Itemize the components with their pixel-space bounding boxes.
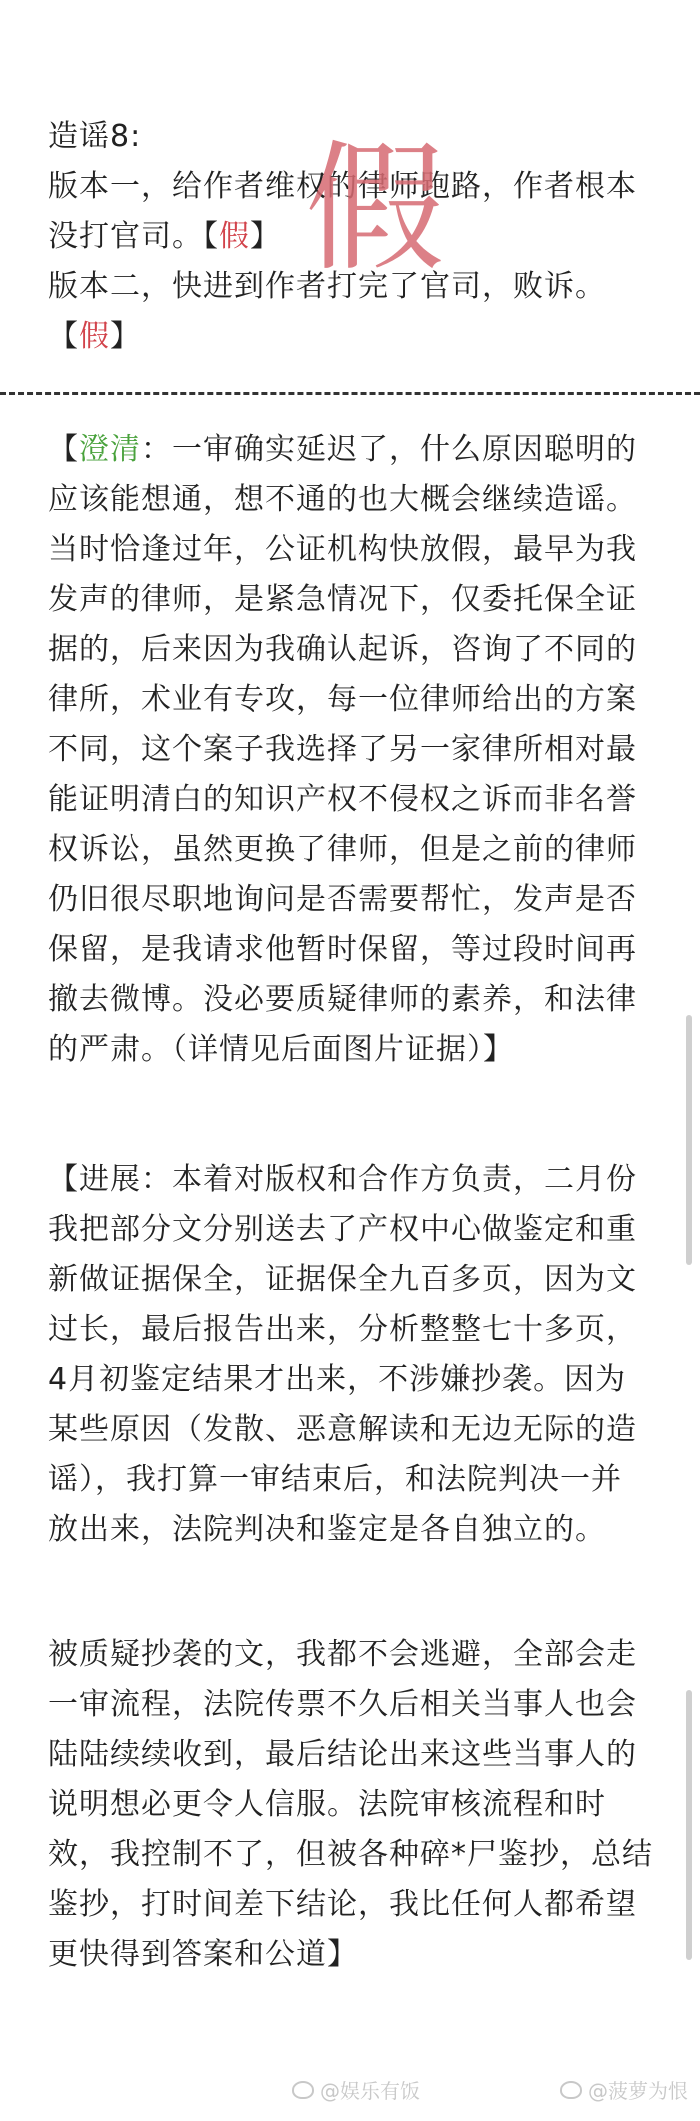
rumor-version-one-cont: 没打官司。【假】 xyxy=(48,219,281,254)
fake-tag: 假 xyxy=(79,319,110,354)
progress-line: 谣），我打算一审结束后，和法院判决一并 xyxy=(48,1462,622,1497)
clarify-line: 发声的律师，是紧急情况下，仅委托保全证 xyxy=(48,582,637,617)
statement-section xyxy=(48,1630,668,1980)
progress-line: 放出来，法院判决和鉴定是各自独立的。 xyxy=(48,1512,606,1547)
progress-section xyxy=(48,1155,668,1555)
clarify-line: 的严肃。（详情见后面图片证据）】 xyxy=(48,1032,514,1067)
rumor-version-one: 版本一，给作者维权的律师跑路，作者根本 xyxy=(48,169,637,204)
watermark-right: @菠萝为恨 xyxy=(560,2075,688,2104)
clarify-line: 【澄清：一审确实延迟了，什么原因聪明的 xyxy=(48,432,637,467)
weibo-icon xyxy=(292,2081,314,2099)
clarify-line: 撤去微博。没必要质疑律师的素养，和法律 xyxy=(48,982,637,1017)
watermarks xyxy=(0,2075,700,2105)
clarify-label: 澄清 xyxy=(79,432,141,467)
clarify-line: 律所，术业有专攻，每一位律师给出的方案 xyxy=(48,682,637,717)
rumor-version-two: 版本二，快进到作者打完了官司，败诉。 xyxy=(48,269,606,304)
statement-line: 更快得到答案和公道】 xyxy=(48,1937,358,1972)
statement-line: 一审流程，法院传票不久后相关当事人也会 xyxy=(48,1687,637,1722)
clarify-line: 据的，后来因为我确认起诉，咨询了不同的 xyxy=(48,632,637,667)
weibo-icon xyxy=(560,2081,582,2099)
progress-line: 新做证据保全，证据保全九百多页，因为文 xyxy=(48,1262,637,1297)
progress-line: 我把部分文分别送去了产权中心做鉴定和重 xyxy=(48,1212,637,1247)
dashed-divider xyxy=(0,392,700,395)
clarify-line: 保留，是我请求他暂时保留，等过段时间再 xyxy=(48,932,637,967)
clarify-line: 仍旧很尽职地询问是否需要帮忙，发声是否 xyxy=(48,882,637,917)
statement-line: 陆陆续续收到，最后结论出来这些当事人的 xyxy=(48,1737,637,1772)
progress-line: 过长，最后报告出来，分析整整七十多页， xyxy=(48,1312,637,1347)
rumor-title: 造谣8: xyxy=(48,119,142,154)
clarify-line: 不同，这个案子我选择了另一家律所相对最 xyxy=(48,732,637,767)
scrollbar[interactable] xyxy=(686,1015,692,1265)
statement-line: 效，我控制不了，但被各种碎*尸鉴抄，总结 xyxy=(48,1837,653,1872)
clarify-line: 能证明清白的知识产权不侵权之诉而非名誉 xyxy=(48,782,637,817)
clarify-line: 应该能想通，想不通的也大概会继续造谣。 xyxy=(48,482,637,517)
progress-line: 4月初鉴定结果才出来，不涉嫌抄袭。因为 xyxy=(48,1362,627,1397)
statement-line: 说明想必更令人信服。法院审核流程和时 xyxy=(48,1787,606,1822)
clarify-line: 当时恰逢过年，公证机构快放假，最早为我 xyxy=(48,532,637,567)
statement-line: 被质疑抄袭的文，我都不会逃避，全部会走 xyxy=(48,1637,637,1672)
progress-line: 【进展：本着对版权和合作方负责，二月份 xyxy=(48,1162,637,1197)
scrollbar[interactable] xyxy=(686,1690,692,1960)
fake-stamp: 假 xyxy=(304,128,445,291)
fake-tag: 假 xyxy=(219,219,250,254)
clarify-section xyxy=(48,425,668,1075)
clarify-line: 权诉讼，虽然更换了律师，但是之前的律师 xyxy=(48,832,637,867)
watermark-left: @娱乐有饭 xyxy=(292,2075,420,2104)
progress-line: 某些原因（发散、恶意解读和无边无际的造 xyxy=(48,1412,637,1447)
statement-line: 鉴抄，打时间差下结论，我比任何人都希望 xyxy=(48,1887,637,1922)
rumor-version-two-tag: 【假】 xyxy=(48,319,141,354)
